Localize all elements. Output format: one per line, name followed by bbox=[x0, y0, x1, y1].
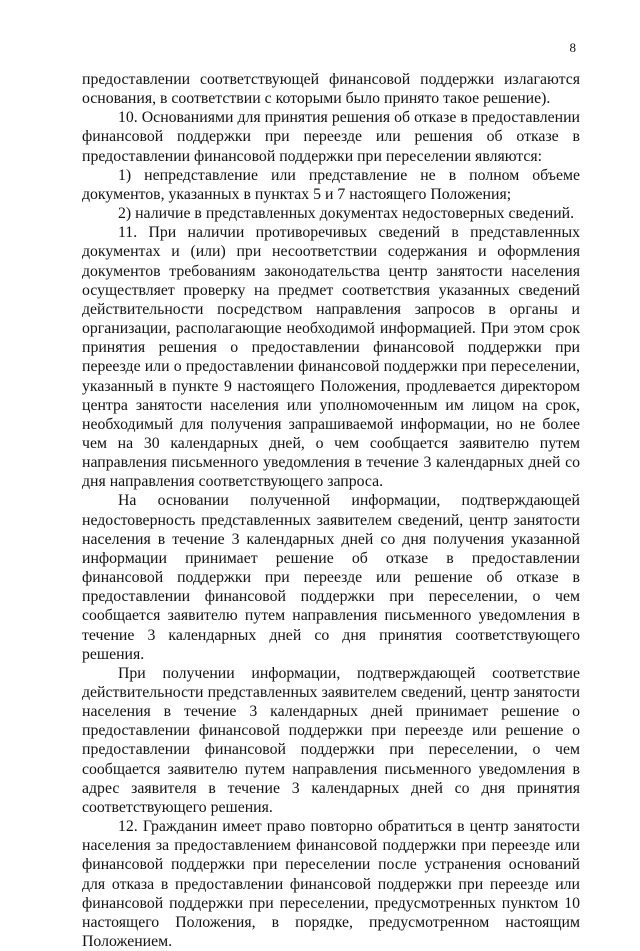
paragraph-item-12: 12. Гражданин имеет право повторно обратиться в центр занятости населения за предоставлением финансовой поддержки при переезде или финансовой поддержки при переселении после устранения оснований для отказа в предоставлении финансовой поддержки при переезде или финансовой поддержки при переселении, предусмотренных пунктом 10 настоящего Положения, в порядке, предусмотренном настоящим Положением. bbox=[82, 818, 580, 951]
document-body bbox=[82, 70, 580, 951]
paragraph-continuation: предоставлении соответствующей финансовой поддержки излагаются основания, в соответствии с которыми было принято такое решение). bbox=[82, 71, 580, 108]
paragraph-item-11-negative-result: На основании полученной информации, подтверждающей недостоверность представленных заявителем сведений, центр занятости населения в течение 3 календарных дней со дня получения указанной информации принимает решение об отказе в предоставлении финансовой поддержки при переезде или решение об отказе в предоставлении финансовой поддержки при переселении, о чем сообщается заявителю путем направления письменного уведомления в течение 3 календарных дней со дня принятия соответствующего решения. bbox=[82, 492, 580, 663]
paragraph-subitem-1: 1) непредставление или представление не в полном объеме документов, указанных в пунктах 5 и 7 настоящего Положения; bbox=[82, 166, 580, 203]
page-number: 8 bbox=[569, 40, 576, 55]
paragraph-item-11: 11. При наличии противоречивых сведений в представленных документах и (или) при несоответствии содержания и оформления документов требованиям законодательства центр занятости населения осуществляет проверку на предмет соответствия указанных сведений действительности посредством направления запросов в органы и организации, располагающие необходимой информацией. При этом срок принятия решения о предоставлении финансовой поддержки при переезде или о предоставлении финансовой поддержки при переселении, указанный в пункте 9 настоящего Положения, продлевается директором центра занятости населения или уполномоченным им лицом на срок, необходимый для получения запрашиваемой информации, но не более чем на 30 календарных дней, о чем сообщается заявителю путем направления письменного уведомления в течение 3 календарных дней со дня направления соответствующего запроса. bbox=[82, 224, 580, 491]
paragraph-item-11-positive-result: При получении информации, подтверждающей соответствие действительности представленных заявителем сведений, центр занятости населения в течение 3 календарных дней принимает решение о предоставлении финансовой поддержки при переезде или решение о предоставлении финансовой поддержки при переселении, о чем сообщается заявителю путем направления письменного уведомления в адрес заявителя в течение 3 календарных дней со дня принятия соответствующего решения. bbox=[82, 664, 580, 816]
paragraph-subitem-2: 2) наличие в представленных документах недостоверных сведений. bbox=[118, 205, 575, 223]
paragraph-item-10: 10. Основаниями для принятия решения об отказе в предоставлении финансовой поддержки при переезде или решения об отказе в предоставлении финансовой поддержки при переселении являются: bbox=[82, 109, 580, 165]
